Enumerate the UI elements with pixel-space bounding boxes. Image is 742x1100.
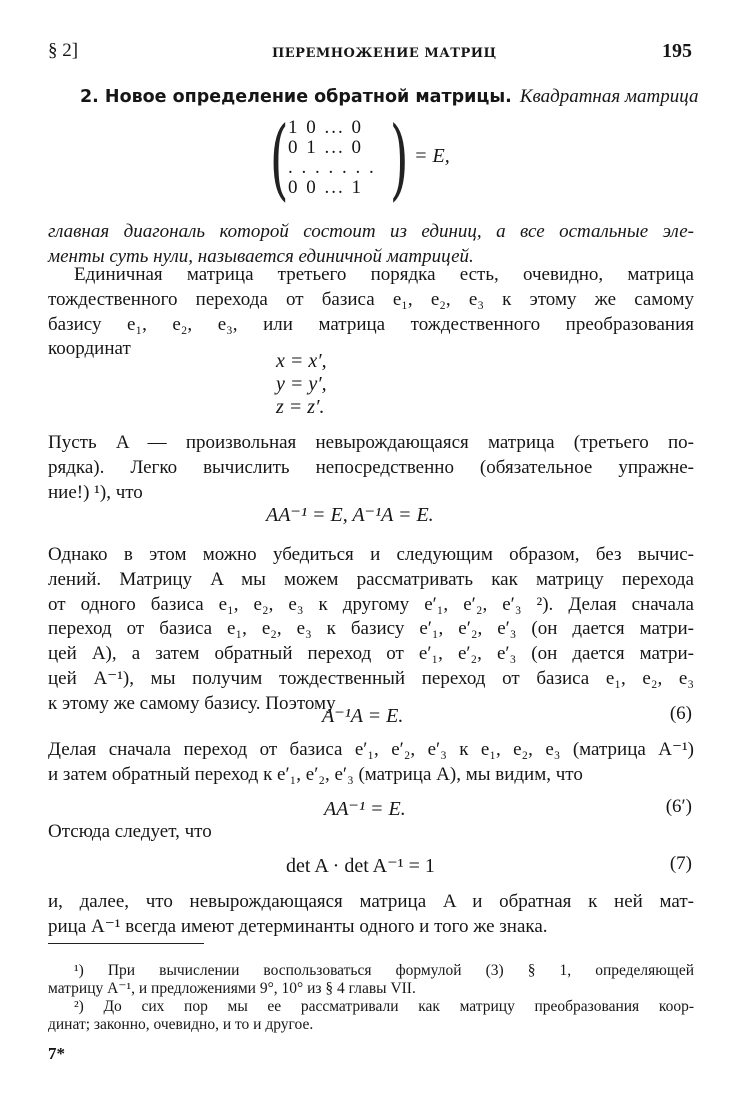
equation-number-6: (6) (669, 703, 692, 724)
section-number-title: 2. Новое определение обратной матрицы. (80, 87, 512, 107)
right-paren: ) (389, 107, 409, 210)
footnote-line: динат; законно, очевидно, и то и другое. (48, 1015, 314, 1033)
paragraph-arbitrary (48, 431, 694, 505)
footnote-line: ²) До сих пор мы ее рассматривали как матрицу преобразования коор- (74, 998, 694, 1015)
formula-inverse: AA⁻¹ = E, A⁻¹A = E. (266, 504, 434, 526)
running-title: ПЕРЕМНОЖЕНИЕ МАТРИЦ (272, 46, 497, 61)
paragraph-hence (48, 820, 694, 845)
text-line: Единичная матрица третьего порядка есть, очевидно, матрица (74, 264, 694, 285)
section-lead: Квадратная матрица (519, 86, 699, 107)
text-line: ние!) ¹), что (48, 481, 143, 503)
formula-7: det A · det A⁻¹ = 1 (286, 855, 435, 877)
text-line: рядка). Легко вычислить непосредственно (обязательное упражне- (48, 456, 694, 478)
text-line: цей A⁻¹), мы получим тождественный переход от базиса e₁, e₂, e₃ (48, 667, 694, 689)
identity-matrix (269, 107, 454, 210)
text-line: менты суть нули, называется единичной матрицей. (48, 245, 474, 267)
text-line: координат (48, 338, 131, 360)
matrix-row: 1 0 ... 0 (288, 117, 363, 138)
text-line: Делая сначала переход от базиса e′₁, e′₂, e′₃ к e₁, e₂, e₃ (матрица A⁻¹) (48, 739, 694, 760)
coord-y: y = y′, (276, 373, 327, 395)
page-number: 195 (662, 40, 692, 62)
footnote-line: ¹) При вычислении воспользоваться формулой (3) § 1, определяющей (74, 962, 694, 979)
section-heading (80, 86, 699, 108)
text-line: базису e₁, e₂, e₃, или матрица тождественного преобразования (48, 313, 694, 335)
section-marker: § 2] (48, 40, 79, 61)
formula-6: A⁻¹A = E. (322, 705, 404, 727)
footnote-line: матрицу A⁻¹, и предложениями 9°, 10° из § 4 главы VII. (48, 979, 416, 997)
equation-number-6-prime: (6′) (665, 796, 692, 817)
text-line: цей A), а затем обратный переход от e′₁, e′₂, e′₃ (он дается матри- (48, 643, 694, 665)
matrix-row: 0 0 ... 1 (288, 177, 363, 198)
text-line: к этому же самому базису. Поэтому (48, 692, 336, 714)
footnote-2 (48, 998, 694, 1033)
text-line: Отсюда следует, что (48, 821, 212, 842)
paragraph-determinants (48, 890, 694, 940)
paragraph-reverse (48, 738, 694, 788)
footnote-1 (48, 962, 694, 997)
text-line: главная диагональ которой состоит из единиц, а все остальные эле- (48, 221, 694, 242)
formula-6-prime: AA⁻¹ = E. (324, 798, 406, 820)
equation-number-7: (7) (669, 853, 692, 874)
matrix-row: 0 1 ... 0 (288, 137, 363, 158)
left-paren: ( (269, 107, 289, 210)
coord-z: z = z′. (276, 396, 325, 418)
text-line: Однако в этом можно убедиться и следующим образом, без вычис- (48, 544, 694, 565)
text-line: Пусть A — произвольная невырождающаяся матрица (третьего по- (48, 432, 694, 453)
signature-mark: 7* (48, 1044, 65, 1063)
paragraph-identity (48, 263, 694, 362)
text-line: от одного базиса e₁, e₂, e₃ к другому e′₁, e′₂, e′₃ ²). Делая сначала (48, 593, 694, 615)
matrix-equals: = E, (414, 145, 450, 167)
text-line: рица A⁻¹ всегда имеют детерминанты одного и того же знака. (48, 915, 548, 937)
text-line: и затем обратный переход к e′₁, e′₂, e′₃ (матрица A), мы видим, что (48, 763, 583, 785)
text-line: переход от базиса e₁, e₂, e₃ к базису e′₁, e′₂, e′₃ (он дается матри- (48, 618, 694, 640)
text-line: и, далее, что невырождающаяся матрица A и обратная к ней мат- (48, 891, 694, 912)
matrix-row: . . . . . . . (288, 157, 376, 178)
text-line: тождественного перехода от базиса e₁, e₂, e₃ к этому же самому (48, 288, 694, 310)
text-line: лений. Матрицу A мы можем рассматривать как матрицу перехода (48, 568, 694, 590)
footnote-rule (48, 943, 204, 944)
paragraph-basis (48, 543, 694, 717)
coord-x: x = x′, (276, 350, 327, 372)
